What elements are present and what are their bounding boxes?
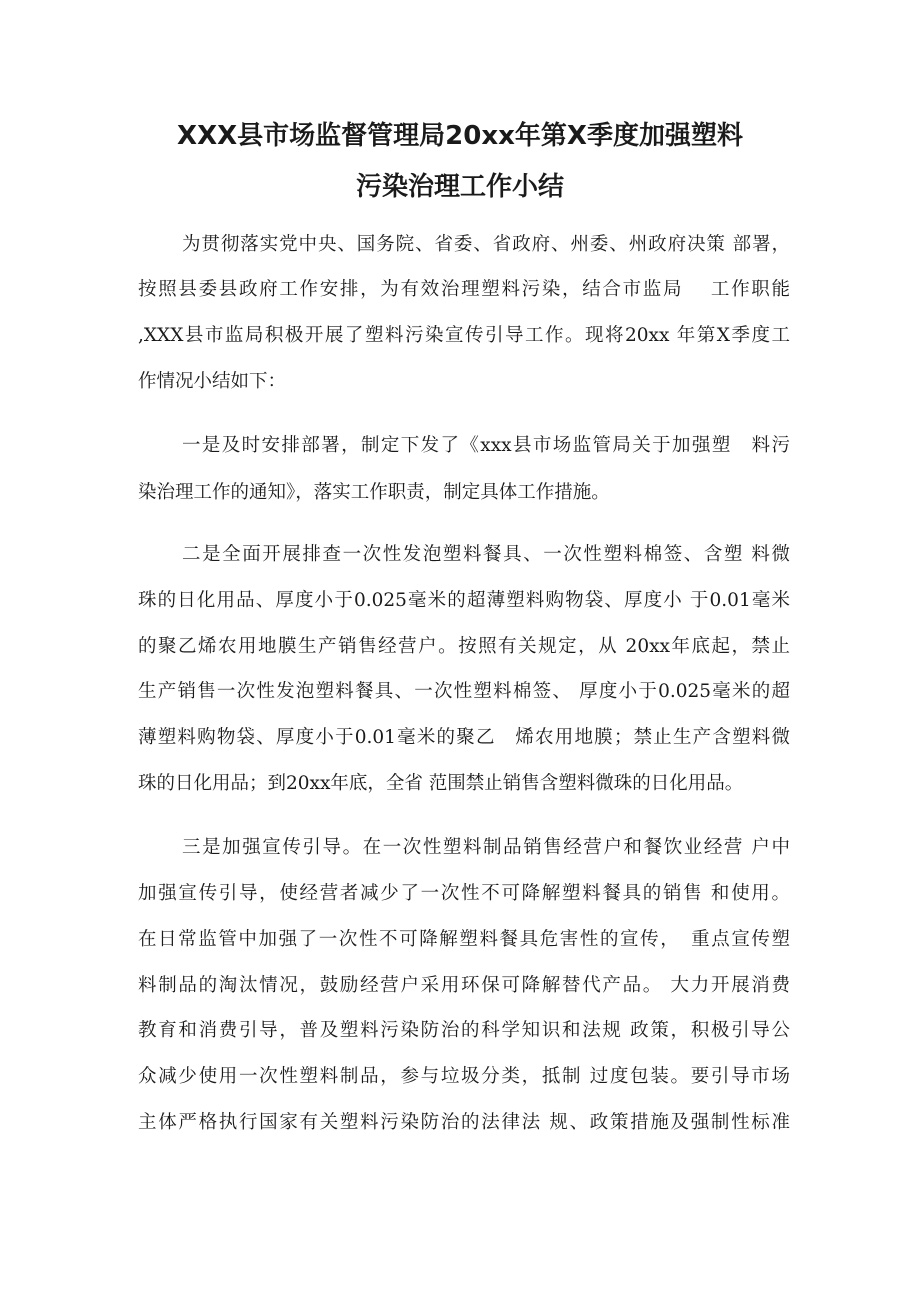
paragraph-4-line-4: 料制品的淘汰情况，鼓励经营户采用环保可降解替代产品。 大力开展消费 xyxy=(138,975,790,996)
paragraph-3-line-4: 生产销售一次性发泡塑料餐具、一次性塑料棉签、 厚度小于0.025毫米的超 xyxy=(138,681,790,702)
paragraph-4-line-2: 加强宣传引导，使经营者减少了一次性不可降解塑料餐具的销售 和使用。 xyxy=(138,883,790,904)
paragraph-3-line-2: 珠的日化用品、厚度小于0.025毫米的超薄塑料购物袋、厚度小 于0.01毫米 xyxy=(138,590,790,611)
document-title-line-1: XXX县市场监督管理局20xx年第X季度加强塑料 xyxy=(177,121,743,151)
document-title-line-2: 污染治理工作小结 xyxy=(355,172,564,202)
paragraph-1-line-2: 按照县委县政府工作安排，为有效治理塑料污染，结合市监局 工作职能 xyxy=(138,279,790,300)
paragraph-4-line-3: 在日常监管中加强了一次性不可降解塑料餐具危害性的宣传， 重点宣传塑 xyxy=(138,929,790,950)
paragraph-4-line-6: 众减少使用一次性塑料制品，参与垃圾分类，抵制 过度包装。要引导市场 xyxy=(138,1066,790,1087)
paragraph-4-line-7: 主体严格执行国家有关塑料污染防治的法律法 规、政策措施及强制性标准 xyxy=(138,1112,790,1133)
paragraph-2-line-1: 一是及时安排部署，制定下发了《xxx县市场监管局关于加强塑 料污 xyxy=(182,435,790,456)
paragraph-3-line-6: 珠的日化用品；到20xx年底，全省 范围禁止销售含塑料微珠的日化用品。 xyxy=(138,773,744,794)
paragraph-3-line-3: 的聚乙烯农用地膜生产销售经营户。按照有关规定，从 20xx年底起，禁止 xyxy=(138,636,790,657)
paragraph-3-line-5: 薄塑料购物袋、厚度小于0.01毫米的聚乙 烯农用地膜；禁止生产含塑料微 xyxy=(138,727,790,748)
paragraph-4-line-5: 教育和消费引导，普及塑料污染防治的科学知识和法规 政策，积极引导公 xyxy=(138,1020,790,1041)
paragraph-3-line-1: 二是全面开展排查一次性发泡塑料餐具、一次性塑料棉签、含塑 料微 xyxy=(182,544,790,565)
paragraph-1-line-1: 为贯彻落实党中央、国务院、省委、省政府、州委、州政府决策 部署， xyxy=(182,234,790,255)
paragraph-4-line-1: 三是加强宣传引导。在一次性塑料制品销售经营户和餐饮业经营 户中 xyxy=(182,837,790,858)
paragraph-1-line-4: 作情况小结如下： xyxy=(138,371,287,392)
paragraph-2-line-2: 染治理工作的通知》，落实工作职责，制定具体工作措施。 xyxy=(138,482,610,503)
paragraph-1-line-3: ,XXX县市监局积极开展了塑料污染宣传引导工作。现将20xx 年第X季度工 xyxy=(138,325,790,346)
